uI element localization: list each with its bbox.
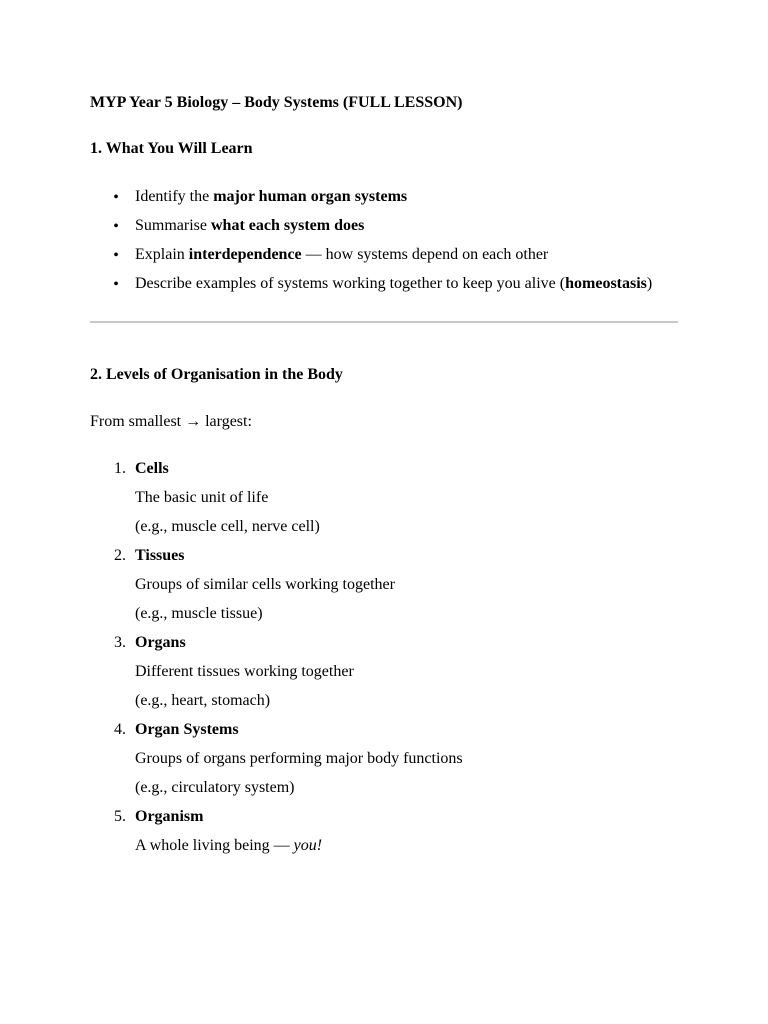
section-2-intro: From smallest → largest:: [90, 413, 252, 430]
bullet-marker: •: [113, 218, 119, 235]
list-number: 3.: [114, 634, 126, 651]
list-item-text: Explain interdependence — how systems depend on each other: [135, 246, 549, 263]
bullet-marker: •: [113, 276, 119, 293]
level-description: A whole living being — you!: [135, 837, 323, 854]
bullet-marker: •: [113, 189, 119, 206]
level-description: Groups of organs performing major body functions: [135, 750, 463, 767]
list-item-text: Describe examples of systems working together to keep you alive (homeostasis): [135, 275, 653, 292]
list-number: 2.: [114, 547, 126, 564]
level-name: Organ Systems: [135, 721, 239, 738]
level-name: Cells: [135, 460, 169, 477]
level-example: (e.g., heart, stomach): [135, 692, 271, 709]
section-1-heading: 1. What You Will Learn: [90, 140, 253, 157]
arrow-right-icon: →: [185, 413, 202, 430]
level-description: The basic unit of life: [135, 489, 269, 506]
section-2-heading: 2. Levels of Organisation in the Body: [90, 366, 343, 383]
level-name: Tissues: [135, 547, 185, 564]
level-example: (e.g., muscle tissue): [135, 605, 263, 622]
bullet-marker: •: [113, 247, 119, 264]
level-example: (e.g., muscle cell, nerve cell): [135, 518, 320, 535]
document-title: MYP Year 5 Biology – Body Systems (FULL LESSON): [90, 94, 463, 111]
level-name: Organs: [135, 634, 186, 651]
level-description: Groups of similar cells working together: [135, 576, 395, 593]
level-example: (e.g., circulatory system): [135, 779, 295, 796]
list-item-text: Summarise what each system does: [135, 217, 365, 234]
level-description: Different tissues working together: [135, 663, 354, 680]
list-item-text: Identify the major human organ systems: [135, 188, 408, 205]
list-number: 1.: [114, 460, 126, 477]
list-number: 5.: [114, 808, 126, 825]
horizontal-divider: [90, 321, 678, 323]
level-name: Organism: [135, 808, 204, 825]
list-number: 4.: [114, 721, 126, 738]
